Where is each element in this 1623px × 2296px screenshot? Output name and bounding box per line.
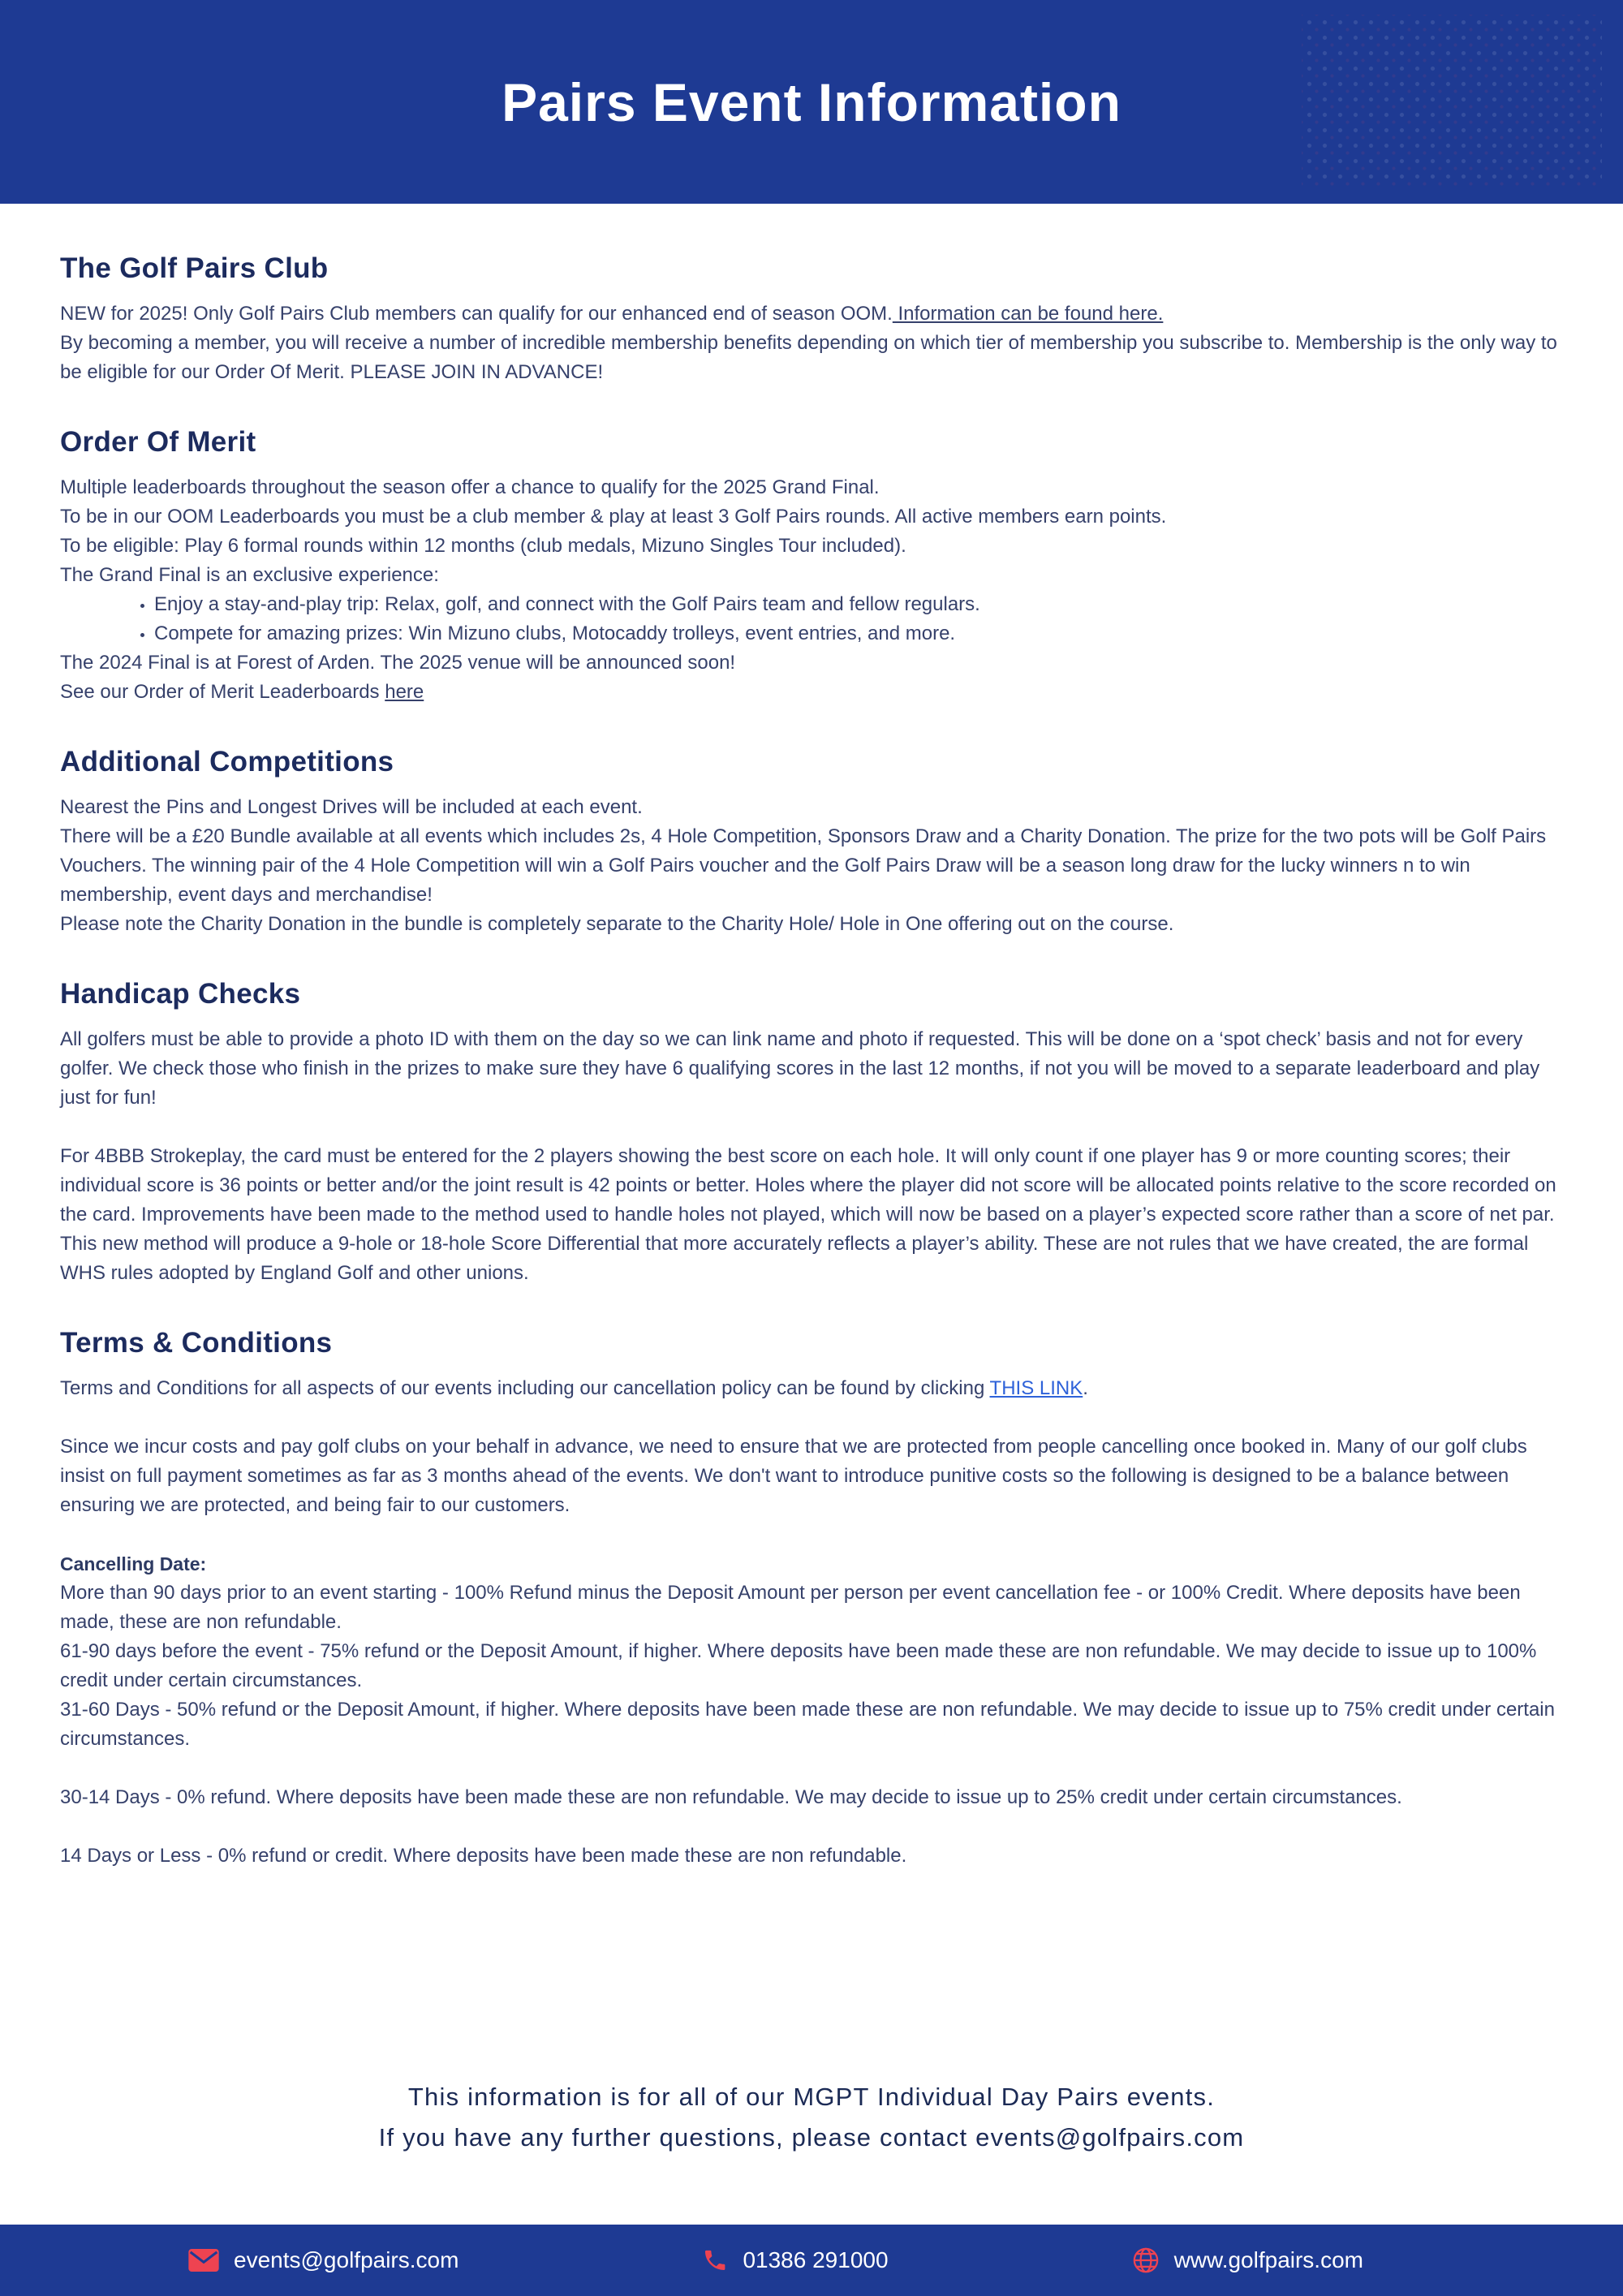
paragraph: All golfers must be able to provide a photo ID with them on the day so we can link name and photo if requested. This will be done on a ‘spot check’ basis and not for every golfer. We check those who finish in the prizes to make sure they have 6 qualifying scores in the last 12 months, if not you will be moved to a separate leaderboard and play just for fun! xyxy=(60,1028,1540,1109)
paragraph: Nearest the Pins and Longest Drives will be included at each event. xyxy=(60,796,643,818)
spacer xyxy=(60,1113,1563,1142)
spacer xyxy=(60,1520,1563,1549)
paragraph: Since we incur costs and pay golf clubs on your behalf in advance, we need to ensure that we are protected from people cancelling once booked in. Many of our golf clubs insist on full payment sometimes as far as 3 months ahead of the events. We don't want to introduce punitive costs so the following is designed to be a balance between ensuring we are protected, and being fair to our customers. xyxy=(60,1436,1527,1516)
content xyxy=(0,204,1623,1871)
paragraph: 30-14 Days - 0% refund. Where deposits have been made these are non refundable. We may decide to issue up to 25% credit under certain circumstances. xyxy=(60,1786,1402,1808)
list-item: • Enjoy a stay-and-play trip: Relax, golf, and connect with the Golf Pairs team and fellow regulars. xyxy=(154,590,1563,619)
paragraph: 31-60 Days - 50% refund or the Deposit Amount, if higher. Where deposits have been made these are non refundable. We may decide to issue up to 75% credit under certain circumstances. xyxy=(60,1699,1555,1750)
closing-line-1: This information is for all of our MGPT Individual Day Pairs events. xyxy=(407,2083,1216,2111)
paragraph: The 2024 Final is at Forest of Arden. The 2025 venue will be announced soon! xyxy=(60,652,736,674)
section-heading-additional: Additional Competitions xyxy=(60,746,394,778)
spacer xyxy=(60,1754,1563,1783)
footer-website[interactable] xyxy=(1132,2246,1363,2274)
paragraph-text: Terms and Conditions for all aspects of our events including our cancellation policy can be found by clicking xyxy=(60,1377,990,1399)
leaderboards-here-link[interactable]: here xyxy=(385,681,424,703)
spacer xyxy=(60,1403,1563,1432)
globe-icon xyxy=(1132,2246,1160,2274)
section-handicap-checks xyxy=(60,978,1563,1288)
paragraph xyxy=(60,678,1563,707)
envelope-icon xyxy=(188,2249,219,2272)
terms-this-link[interactable]: THIS LINK xyxy=(989,1377,1083,1399)
section-heading-handicap: Handicap Checks xyxy=(60,978,301,1010)
spacer xyxy=(60,1812,1563,1842)
section-order-of-merit xyxy=(60,426,1563,707)
closing-note xyxy=(0,2077,1623,2158)
footer-phone[interactable] xyxy=(702,2247,888,2273)
paragraph xyxy=(60,299,1563,329)
dot-pattern-decoration xyxy=(1302,15,1602,189)
paragraph xyxy=(60,1374,1563,1403)
section-heading-oom: Order Of Merit xyxy=(60,426,256,458)
section-golf-pairs-club xyxy=(60,252,1563,387)
paragraph: 61-90 days before the event - 75% refund or the Deposit Amount, if higher. Where deposits have been made these are non refundable. We may decide to issue up to 100% credit under certain circumstances. xyxy=(60,1640,1537,1691)
information-link[interactable]: Information can be found here. xyxy=(892,303,1164,325)
section-heading-club: The Golf Pairs Club xyxy=(60,252,329,284)
page-title: Pairs Event Information xyxy=(502,71,1121,132)
footer-email[interactable] xyxy=(188,2247,458,2273)
oom-bullet-list xyxy=(60,590,1563,648)
footer-phone-text[interactable]: 01386 291000 xyxy=(743,2247,889,2272)
paragraph: More than 90 days prior to an event starting - 100% Refund minus the Deposit Amount per person per event cancellation fee - or 100% Credit. Where deposits have been made, these are non refundable. xyxy=(60,1582,1521,1633)
section-additional-competitions xyxy=(60,746,1563,939)
section-heading-terms: Terms & Conditions xyxy=(60,1327,333,1359)
paragraph-text: NEW for 2025! Only Golf Pairs Club members can qualify for our enhanced end of season OOM. xyxy=(60,303,893,325)
paragraph: To be in our OOM Leaderboards you must be a club member & play at least 3 Golf Pairs rounds. All active members earn points. xyxy=(60,506,1167,528)
paragraph-text: . xyxy=(1083,1377,1088,1399)
paragraph: To be eligible: Play 6 formal rounds within 12 months (club medals, Mizuno Singles Tour included). xyxy=(60,535,906,557)
page-header xyxy=(0,0,1623,204)
list-item: • Compete for amazing prizes: Win Mizuno clubs, Motocaddy trolleys, event entries, and more. xyxy=(154,619,1563,648)
paragraph: There will be a £20 Bundle available at all events which includes 2s, 4 Hole Competition, Sponsors Draw and a Charity Donation. The prize for the two pots will be Golf Pairs Vouchers. The winning pair of the 4 Hole Competition will win a Golf Pairs voucher and the Golf Pairs Draw will be a season long draw for the lucky winners n to win membership, event days and merchandise! xyxy=(60,825,1547,906)
paragraph: By becoming a member, you will receive a number of incredible membership benefits depending on which tier of membership you subscribe to. Membership is the only way to be eligible for our Order Of Merit. PLEASE JOIN IN ADVANCE! xyxy=(60,332,1557,383)
section-terms-conditions xyxy=(60,1327,1563,1871)
paragraph: 14 Days or Less - 0% refund or credit. Where deposits have been made these are non refundable. xyxy=(60,1845,907,1867)
footer xyxy=(0,2225,1623,2296)
paragraph: The Grand Final is an exclusive experience: xyxy=(60,564,439,586)
paragraph-text: See our Order of Merit Leaderboards xyxy=(60,681,385,703)
paragraph: For 4BBB Strokeplay, the card must be entered for the 2 players showing the best score on each hole. It will only count if one player has 9 or more counting scores; their individual score is 36 points or better and/or the joint result is 42 points or better. Holes where the player did not score will be allocated points relative to the score recorded on the card. Improvements have been made to the method used to handle holes not played, which will now be based on a player’s expected score rather than a score of net par. This new method will produce a 9-hole or 18-hole Score Differential that more accurately reflects a player’s ability. These are not rules that we have created, the are formal WHS rules adopted by England Golf and other unions. xyxy=(60,1145,1556,1284)
phone-icon xyxy=(702,2247,728,2273)
footer-website-text[interactable]: www.golfpairs.com xyxy=(1173,2247,1363,2272)
paragraph: Please note the Charity Donation in the bundle is completely separate to the Charity Hole/ Hole in One offering out on the course. xyxy=(60,913,1174,935)
closing-line-2: If you have any further questions, please contact events@golfpairs.com xyxy=(378,2123,1245,2152)
cancelling-date-label: Cancelling Date: xyxy=(60,1553,207,1574)
paragraph: Multiple leaderboards throughout the season offer a chance to qualify for the 2025 Grand Final. xyxy=(60,476,880,498)
footer-email-text[interactable]: events@golfpairs.com xyxy=(234,2247,459,2272)
